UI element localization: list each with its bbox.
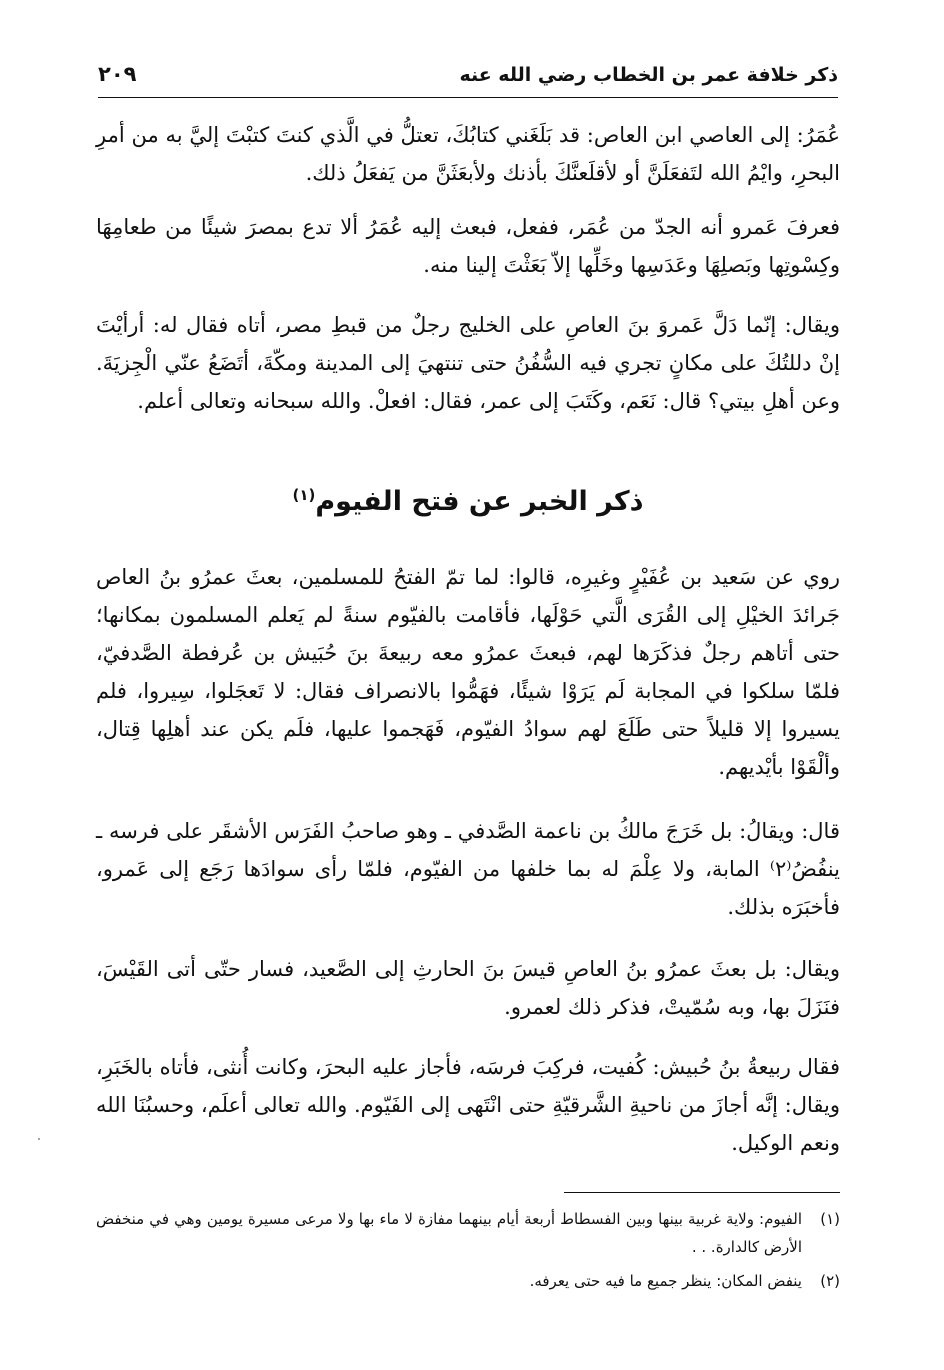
footnote-text: الفيوم: ولاية غربية بينها وبين الفسطاط أربعة أيام بينهما مفازة لا ماء بها ولا مرعى مسيرة يومين وهي في منخفض الأرض كالدارة. . . bbox=[96, 1210, 802, 1256]
paragraph-6: ويقال: بل بعثَ عمرُو بنُ العاصِ قيسَ بنَ الحارثِ إلى الصَّعيد، فسار حتّى أتى القَيْسَ، فنَزَلَ بها، وبه سُمّيتْ، فذكر ذلك لعمرو. bbox=[96, 957, 840, 1019]
paragraph-7: فقال ربيعةُ بنُ حُبيش: كُفيت، فركِبَ فرسَه، فأجاز عليه البحرَ، وكانت أُنثى، فأتاه بالخَبَرِ، ويقال: إنَّه أجازَ من ناحيةِ الشَّرقيّةِ حتى انْتَهى إلى الفَيّوم. والله تعالى أعلَم، وحسبُنَا الله ونعم الوكيل. bbox=[96, 1055, 840, 1155]
footnote-rule bbox=[564, 1192, 840, 1193]
footnote-2 bbox=[96, 1267, 840, 1295]
section-heading-text: ذكر الخبر عن فتح الفيوم bbox=[315, 486, 644, 517]
paragraph-5: قال: ويقالُ: بل خَرَجَ مالكُ بن ناعمة الصَّدفي ـ وهو صاحبُ الفَرَس الأشقَر على فرسه ـ ينفُضُ⁽٢⁾ المابة، ولا عِلْمَ له بما خلفها من الفيّوم، فلمّا رأى سوادَها رَجَع إلى عَمرو، فأخبَرَه بذلك. bbox=[96, 819, 840, 919]
footnote-text: ينفض المكان: ينظر جميع ما فيه حتى يعرفه. bbox=[529, 1272, 802, 1290]
paragraph-2: فعرفَ عَمرو أنه الجدّ من عُمَر، ففعل، فبعث إليه عُمَرُ ألا تدع بمصرَ شيئًا من طعامِهَا وكِسْوتِها وبَصلِهَا وعَدَسِها وخَلِّها إلاّ بَعَثْتَ إلينا منه. bbox=[96, 215, 840, 277]
paragraph-4: روي عن سَعيد بن عُفَيْرٍ وغيرِه، قالوا: لما تمّ الفتحُ للمسلمين، بعثَ عمرُو بنُ العاص جَرائدَ الخيْلِ إلى القُرَى الَّتي حَوْلَها، فأقامت بالفيّوم سنةً لم يَعلم المسلمون بمكانها؛ حتى أتاهم رجلٌ فذكَرَها لهم، فبعثَ عمرُو معه ربيعةَ بنَ حُبَيش بن عُرفطة الصَّدفيّ، فلمّا سلكوا في المجابة لَم يَرَوْا شيئًا، فهَمُّوا بالانصراف فقال: لا تَعجَلوا، سِيروا، فلم يسيروا إلا قليلاً حتى طَلَعَ لهم سوادُ الفيّوم، فَهَجموا عليها، فلَم يكن عند أهلِها قِتال، وألْقَوْا بأيْديهم. bbox=[96, 565, 840, 779]
running-title: ذكر خلافة عمر بن الخطاب رضي الله عنه bbox=[459, 64, 838, 86]
footnote-ref-1: (١) bbox=[292, 486, 316, 504]
margin-speck bbox=[38, 1138, 40, 1140]
footnote-1 bbox=[96, 1205, 840, 1261]
footnote-number: (٢) bbox=[820, 1272, 840, 1290]
paragraph-1: عُمَرُ: إلى العاصي ابن العاص: قد بَلَغَني كتابُكَ، تعتلُّ في الَّذي كنتَ كتبْتَ إليَّ به من أمرِ البحرِ، وايْمُ الله لتَفعَلَنَّ أو لأقلَعنَّكَ بأذنك ولأبعَثَنَّ من يَفعَلُ ذلك. bbox=[96, 123, 840, 185]
footnote-number: (١) bbox=[820, 1210, 840, 1228]
paragraph-3: ويقال: إنّما دَلَّ عَمروَ بنَ العاصِ على الخليج رجلٌ من قبطِ مصر، أتاه فقال له: أرأيْتَ إنْ دللتُكَ على مكانٍ تجري فيه السُّفُنُ حتى تنتهيَ إلى المدينة ومكّةَ، أتَضَعُ عنّي الْجِزيَةَ. وعن أهلِ بيتي؟ قال: نَعَم، وكَتَبَ إلى عمر، فقال: افعلْ. والله سبحانه وتعالى أعلم. bbox=[96, 313, 840, 413]
header-rule bbox=[98, 97, 838, 98]
section-heading bbox=[96, 486, 840, 517]
page-header bbox=[98, 58, 838, 96]
page-number: ٢٠٩ bbox=[98, 62, 137, 86]
